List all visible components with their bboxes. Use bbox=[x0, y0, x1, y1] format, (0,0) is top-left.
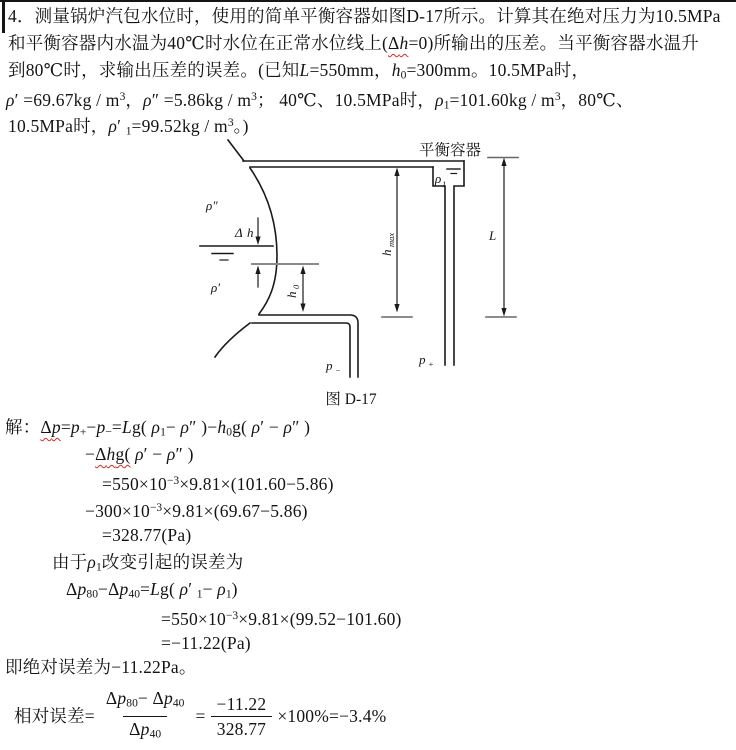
fraction-numerator: −11.22 bbox=[216, 693, 267, 714]
drum-water-level bbox=[200, 246, 318, 264]
drum-wall bbox=[215, 168, 277, 357]
hmax-up-arrowhead bbox=[394, 168, 399, 177]
p-minus-label-main: p bbox=[326, 358, 333, 373]
drum-wall-curve bbox=[250, 168, 277, 314]
l-label: L bbox=[489, 228, 497, 243]
relative-error-equation bbox=[14, 687, 386, 745]
rho1-label-main: ρ bbox=[435, 171, 442, 186]
h0-label bbox=[284, 284, 301, 298]
hmax-label-main: h bbox=[379, 249, 394, 256]
hmax-down-arrowhead bbox=[394, 304, 399, 313]
h0-label-sub: 0 bbox=[291, 284, 301, 289]
delta-h-label-h: h bbox=[247, 225, 254, 240]
delta-h-up-arrowhead bbox=[255, 266, 260, 275]
minus-pipe bbox=[252, 315, 358, 377]
problem-line-4: $\rho' =69.67kg / m^3$，$\rho'' =5.86kg / m^3$； 40℃、10.5MPa时，$\rho 1=101.60kg / m^3$，80℃、 bbox=[6, 89, 634, 112]
drum-wall-lower-diagonal bbox=[215, 323, 250, 357]
rho1-label-sub: 1 bbox=[442, 179, 447, 189]
figure-d17 bbox=[180, 136, 530, 410]
hmax-label-sub: max bbox=[386, 232, 396, 247]
relative-error-equals: = bbox=[195, 706, 206, 727]
balance-vessel-title: 平衡容器 bbox=[418, 142, 482, 159]
solution-line-4: $-300\times 10^{-3}\times 9.81\times(69.67-5.86)$ bbox=[85, 500, 308, 521]
h0-dimension bbox=[300, 266, 305, 313]
solution-line-3: $=550\times 10^{-3}\times 9.81\times(101.60-5.86)$ bbox=[102, 473, 334, 494]
p-plus-label-main: p bbox=[419, 352, 426, 367]
balance-vessel bbox=[433, 161, 464, 365]
solution-line-6: 由于ρ1改变引起的误差为 bbox=[52, 552, 244, 574]
minus-pipe-outer-line bbox=[259, 315, 358, 377]
relative-error-fraction-numeric bbox=[211, 693, 273, 740]
h0-up-arrowhead bbox=[300, 266, 305, 275]
text-cursor bbox=[2, 0, 5, 33]
drum-wall-upper-diagonal bbox=[228, 140, 244, 161]
hmax-label bbox=[379, 233, 396, 256]
delta-h-label-delta: Δ bbox=[235, 225, 243, 240]
fraction-denominator: 328.77 bbox=[211, 716, 272, 740]
h0-down-arrowhead bbox=[300, 304, 305, 313]
solution-line-1: 解：Δp=p+−p−=Lg( ρ1− ρ″ )−h0g( ρ′ − ρ″ ) bbox=[5, 417, 311, 439]
top-border-line bbox=[0, 0, 736, 2]
relative-error-fraction-symbolic bbox=[100, 687, 191, 745]
relative-error-result: ×100%=−3.4% bbox=[277, 706, 387, 727]
rho-steam-label: ρ″ bbox=[206, 198, 218, 213]
solution-line-10: 即绝对误差为−11.22Pa。 bbox=[5, 657, 197, 677]
problem-line-2: 和平衡容器内水温为40℃时水位在正常水位线上(Δh=0)所输出的压差。当平衡容器水温升 bbox=[8, 33, 699, 53]
vessel-left-and-pipe-left bbox=[433, 167, 445, 365]
solution-line-8: $=550\times 10^{-3}\times 9.81\times(99.52-101.60)$ bbox=[161, 608, 402, 629]
rho-water-label: ρ′ bbox=[211, 280, 221, 295]
figure-caption: 图 D-17 bbox=[325, 391, 377, 408]
delta-h-dimension bbox=[255, 218, 260, 287]
fraction-denominator: Δp40 bbox=[123, 716, 167, 746]
l-up-arrowhead bbox=[501, 158, 506, 167]
vessel-water-level-mark bbox=[447, 169, 460, 174]
p-plus-label-sub: + bbox=[428, 359, 434, 369]
solution-line-5: =328.77(Pa) bbox=[102, 525, 192, 545]
delta-h-down-arrowhead bbox=[255, 237, 260, 246]
problem-line-3: 到80℃时，求输出压差的误差。(已知L=550mm，h0=300mm。10.5MPa时， bbox=[8, 60, 590, 82]
h0-label-main: h bbox=[284, 291, 299, 298]
solution-line-9: =−11.22(Pa) bbox=[161, 633, 251, 653]
relative-error-lead: 相对误差= bbox=[14, 706, 95, 727]
problem-line-1: 4．测量锅炉汽包水位时，使用的简单平衡容器如图D-17所示。计算其在绝对压力为10.5MPa bbox=[8, 6, 721, 26]
solution-line-7: Δp80−Δp40=Lg( ρ′ 1− ρ1) bbox=[66, 579, 238, 601]
l-down-arrowhead bbox=[501, 308, 506, 317]
solution-line-2: −Δhg( ρ′ − ρ″ ) bbox=[85, 444, 194, 464]
vessel-right-and-pipe-right bbox=[454, 161, 464, 365]
p-minus-label-sub: − bbox=[335, 365, 341, 375]
problem-line-5: 10.5MPa时，ρ′ $1=99.52kg / m^3$。) bbox=[8, 115, 249, 138]
fraction-numerator: Δp80− Δp40 bbox=[105, 688, 185, 710]
